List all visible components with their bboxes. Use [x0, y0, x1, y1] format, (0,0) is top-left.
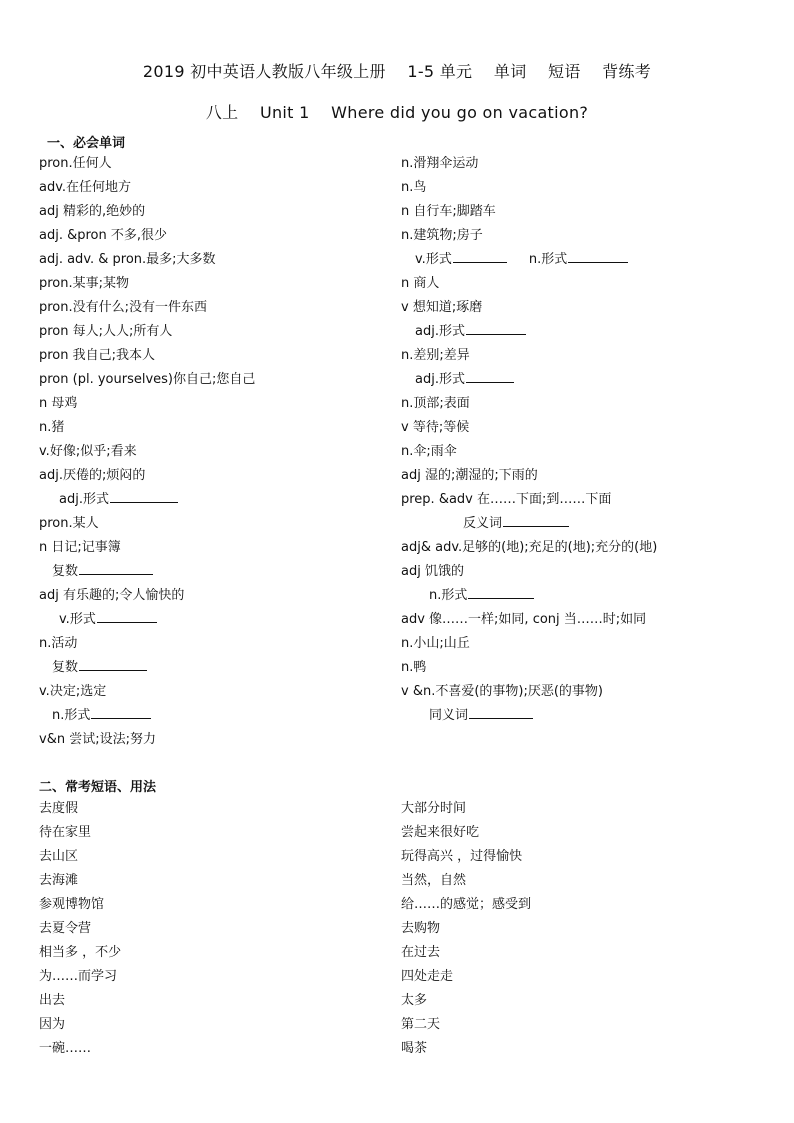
word-item: adj 湿的;潮湿的;下雨的 — [401, 468, 538, 483]
phrase-item: 相当多 ，不少 — [39, 945, 122, 960]
phrase-item: 一碗…… — [39, 1041, 92, 1056]
section-heading-phrases: 二、常考短语、用法 — [39, 780, 157, 795]
word-item: adj 有乐趣的;令人愉快的 — [39, 588, 185, 603]
word-item: v.好像;似乎;看来 — [39, 444, 137, 459]
word-form-item: adj.形式 — [401, 320, 761, 344]
phrase-item: 在过去 — [401, 945, 441, 960]
phrase-item: 为……而学习 — [39, 969, 118, 984]
word-item: n.小山;山丘 — [401, 636, 470, 651]
word-form-item: adj.形式 — [39, 488, 399, 512]
word-item: pron 我自己;我本人 — [39, 348, 156, 363]
phrase-item: 第二天 — [401, 1017, 441, 1032]
word-item: v 等待;等候 — [401, 420, 470, 435]
word-item: n 日记;记事簿 — [39, 540, 121, 555]
phrase-item: 尝起来很好吃 — [401, 825, 480, 840]
fill-blank-line[interactable] — [91, 704, 151, 719]
word-item: adj 精彩的,绝妙的 — [39, 204, 146, 219]
word-item: n.伞;雨伞 — [401, 444, 457, 459]
word-form-item: 同义词 — [401, 704, 761, 728]
word-item: v.决定;选定 — [39, 684, 107, 699]
word-item: adv 像……一样;如同, conj 当……时;如同 — [401, 612, 647, 627]
phrase-item: 当然，自然 — [401, 873, 467, 888]
word-item: prep. &adv 在……下面;到……下面 — [401, 492, 612, 507]
word-item: v 想知道;琢磨 — [401, 300, 483, 315]
fill-blank-line[interactable] — [568, 248, 628, 263]
fill-blank-line[interactable] — [503, 512, 569, 527]
word-form-item: 反义词 — [401, 512, 761, 536]
word-item: v&n 尝试;设法;努力 — [39, 732, 156, 747]
phrase-item: 给……的感觉；感受到 — [401, 897, 532, 912]
word-item: n 母鸡 — [39, 396, 78, 411]
word-item: pron.某人 — [39, 516, 99, 531]
phrase-item: 待在家里 — [39, 825, 92, 840]
word-form-item: n.形式 — [39, 704, 399, 728]
phrases-left-column — [39, 797, 399, 1061]
fill-blank-line[interactable] — [79, 656, 147, 671]
word-item: n.建筑物;房子 — [401, 228, 483, 243]
word-form-item: v.形式 n.形式 — [401, 248, 761, 272]
unit-title: 八上 Unit 1 Where did you go on vacation? — [205, 103, 589, 122]
phrase-item: 喝茶 — [401, 1041, 428, 1056]
phrase-item: 去购物 — [401, 921, 441, 936]
word-form-item: adj.形式 — [401, 368, 761, 392]
phrase-item: 大部分时间 — [401, 801, 467, 816]
words-right-column — [401, 152, 761, 728]
word-item: n.鸭 — [401, 660, 427, 675]
word-form-item: 复数 — [39, 560, 399, 584]
section-heading-words: 一、必会单词 — [47, 136, 126, 151]
word-item: n.滑翔伞运动 — [401, 156, 479, 171]
fill-blank-line[interactable] — [469, 704, 533, 719]
word-item: pron 每人;人人;所有人 — [39, 324, 173, 339]
phrase-item: 去夏令营 — [39, 921, 92, 936]
word-item: adj. adv. & pron.最多;大多数 — [39, 252, 216, 267]
word-item: n.鸟 — [401, 180, 427, 195]
word-item: n.活动 — [39, 636, 78, 651]
phrase-item: 去度假 — [39, 801, 79, 816]
fill-blank-line[interactable] — [466, 320, 526, 335]
word-item: v &n.不喜爱(的事物);厌恶(的事物) — [401, 684, 604, 699]
word-item: adv.在任何地方 — [39, 180, 132, 195]
word-item: pron.某事;某物 — [39, 276, 130, 291]
phrase-item: 因为 — [39, 1017, 66, 1032]
word-form-item: n.形式 — [401, 584, 761, 608]
word-item: n.猪 — [39, 420, 65, 435]
fill-blank-line[interactable] — [466, 368, 514, 383]
word-item: n.差别;差异 — [401, 348, 470, 363]
phrase-item: 去海滩 — [39, 873, 79, 888]
phrase-item: 去山区 — [39, 849, 79, 864]
word-item: n.顶部;表面 — [401, 396, 470, 411]
fill-blank-line[interactable] — [97, 608, 157, 623]
word-item: pron.任何人 — [39, 156, 112, 171]
word-form-item: 复数 — [39, 656, 399, 680]
word-item: adj.厌倦的;烦闷的 — [39, 468, 146, 483]
phrase-item: 出去 — [39, 993, 66, 1008]
word-form-item: v.形式 — [39, 608, 399, 632]
word-item: n 自行车;脚踏车 — [401, 204, 496, 219]
phrase-item: 玩得高兴 ，过得愉快 — [401, 849, 523, 864]
word-item: adj. &pron 不多,很少 — [39, 228, 168, 243]
phrase-item: 参观博物馆 — [39, 897, 105, 912]
phrase-item: 四处走走 — [401, 969, 454, 984]
document-title: 2019 初中英语人教版八年级上册 1-5 单元 单词 短语 背练考 — [142, 62, 652, 81]
word-item: adj 饥饿的 — [401, 564, 464, 579]
words-left-column — [39, 152, 399, 752]
fill-blank-line[interactable] — [453, 248, 507, 263]
fill-blank-line[interactable] — [468, 584, 534, 599]
word-item: pron (pl. yourselves)你自己;您自己 — [39, 372, 256, 387]
word-item: adj& adv.足够的(地);充足的(地);充分的(地) — [401, 540, 658, 555]
fill-blank-line[interactable] — [110, 488, 178, 503]
phrase-item: 太多 — [401, 993, 428, 1008]
fill-blank-line[interactable] — [79, 560, 153, 575]
phrases-right-column — [401, 797, 761, 1061]
word-item: pron.没有什么;没有一件东西 — [39, 300, 208, 315]
word-item: n 商人 — [401, 276, 440, 291]
